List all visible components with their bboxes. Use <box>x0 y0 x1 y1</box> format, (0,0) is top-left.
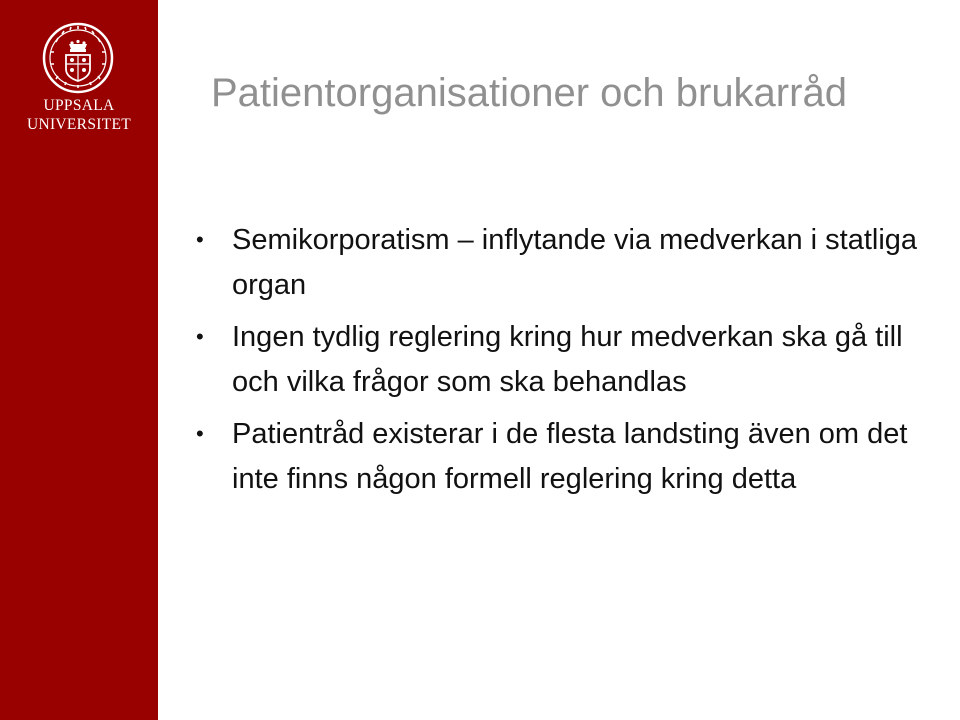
bullet-dot-icon: • <box>196 227 204 252</box>
bullet-text: Semikorporatism – inflytande via medverkan i statliga organ <box>232 224 918 301</box>
university-seal-icon <box>42 22 114 94</box>
bullet-text: Patientråd existerar i de flesta landsting även om det inte finns någon formell reglering kring detta <box>232 418 908 495</box>
slide-title: Patientorganisationer och brukarråd <box>211 71 847 115</box>
logo-text-uppsala: UPPSALA <box>43 97 115 114</box>
sidebar <box>0 0 158 720</box>
bullet-item <box>192 218 932 307</box>
bullet-item <box>192 412 932 501</box>
bullet-dot-icon: • <box>196 324 204 349</box>
bullet-text: Ingen tydlig reglering kring hur medverkan ska gå till och vilka frågor som ska behandlas <box>232 321 903 398</box>
bullet-list <box>192 218 932 509</box>
bullet-dot-icon: • <box>196 421 204 446</box>
logo-text-universitet: UNIVERSITET <box>26 116 132 133</box>
bullet-item <box>192 315 932 404</box>
